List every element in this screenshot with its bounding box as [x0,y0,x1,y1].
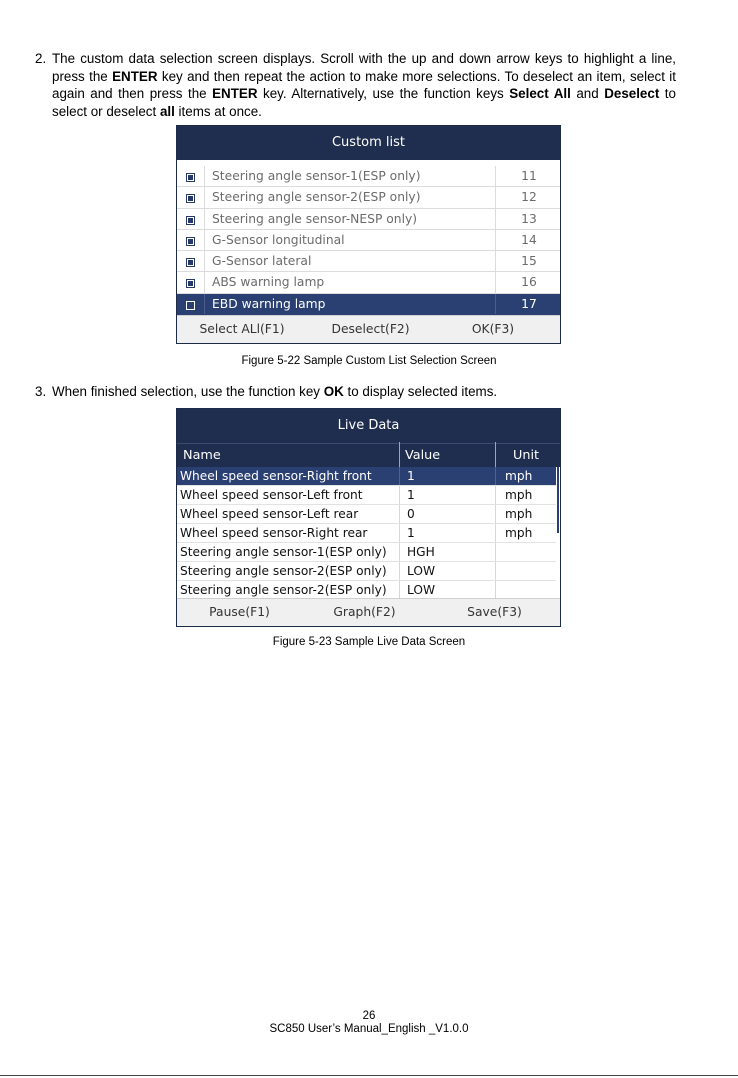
checkbox-icon [186,194,195,203]
row-name: Wheel speed sensor-Left front [180,488,363,502]
item-label: Steering angle sensor-NESP only) [212,211,418,226]
list-item[interactable] [177,294,560,315]
save-button[interactable]: Save(F3) [467,605,522,619]
table-row[interactable] [177,505,556,524]
checkbox[interactable] [177,272,205,292]
graph-button[interactable]: Graph(F2) [333,605,396,619]
custom-list [177,166,560,315]
function-bar [177,598,560,626]
list-item[interactable] [177,209,560,230]
checkbox-icon [186,216,195,225]
keyword-ok: OK [323,384,344,399]
checkbox[interactable] [177,187,205,207]
step-number: 3. [35,384,47,399]
text: key and then repeat the action to make more selections. To deselect an item, select it again and then press the [52,68,676,101]
function-bar [177,315,560,343]
deselect-button[interactable]: Deselect(F2) [331,322,410,336]
checkbox[interactable] [177,251,205,271]
row-value: 1 [407,488,415,502]
screen-title: Custom list [177,126,560,160]
item-index: 17 [495,294,562,314]
table-row[interactable] [177,486,556,505]
step-3-paragraph [35,383,676,401]
row-name: Steering angle sensor-2(ESP only) [180,583,387,597]
checkbox-icon [186,237,195,246]
item-index: 12 [495,187,562,207]
table-row[interactable] [177,467,556,486]
item-index: 14 [495,230,562,250]
item-label: Steering angle sensor-2(ESP only) [212,190,421,205]
page-bottom-rule [0,1075,738,1076]
keyword-all: all [159,103,175,119]
item-label: ABS warning lamp [212,275,325,290]
text: to display selected items. [343,384,498,399]
text: and [570,86,605,101]
keyword-select-all: Select All [509,86,571,101]
checkbox[interactable] [177,230,205,250]
scrollbar[interactable] [557,467,559,533]
item-index: 16 [495,272,562,292]
page-number: 26 [362,1010,376,1022]
step-number: 2. [35,51,47,66]
row-unit: mph [505,526,533,540]
figure-caption: Figure 5-23 Sample Live Data Screen [272,636,466,648]
item-label: G-Sensor longitudinal [212,232,345,247]
list-item[interactable] [177,230,560,251]
checkbox[interactable] [177,166,205,186]
list-item[interactable] [177,166,560,187]
text: When finished selection, use the function key [52,384,324,399]
checkbox-icon [186,279,195,288]
keyword-deselect: Deselect [604,86,660,101]
select-all-button[interactable]: Select ALl(F1) [199,322,285,336]
row-value: 0 [407,507,415,521]
text: key. Alternatively, use the function keys [257,86,510,101]
row-name: Wheel speed sensor-Right front [180,469,372,483]
row-name: Steering angle sensor-1(ESP only) [180,545,387,559]
list-item[interactable] [177,187,560,208]
item-index: 11 [495,166,562,186]
column-name: Name [183,448,221,463]
checkbox-icon [186,301,195,310]
live-data-table [177,467,560,600]
table-row[interactable] [177,524,556,543]
row-name: Wheel speed sensor-Left rear [180,507,359,521]
table-row[interactable] [177,562,556,581]
row-value: 1 [407,526,415,540]
pause-button[interactable]: Pause(F1) [209,605,270,619]
screen-title: Live Data [177,409,560,443]
checkbox[interactable] [177,294,205,314]
item-label: G-Sensor lateral [212,254,312,269]
column-value: Value [405,448,441,463]
keyword-enter: ENTER [112,68,158,84]
table-header [177,443,560,467]
row-value: HGH [407,545,435,559]
live-data-screen [176,408,561,627]
row-unit: mph [505,507,533,521]
figure-caption: Figure 5-22 Sample Custom List Selection Screen [241,355,497,367]
text: to select or deselect [52,86,676,119]
checkbox-icon [186,173,195,182]
checkbox[interactable] [177,209,205,229]
ok-button[interactable]: OK(F3) [471,322,515,336]
row-name: Wheel speed sensor-Right rear [180,526,368,540]
custom-list-screen [176,125,561,344]
item-index: 13 [495,209,562,229]
item-index: 15 [495,251,562,271]
row-value: LOW [407,564,435,578]
list-item[interactable] [177,251,560,272]
table-row[interactable] [177,543,556,562]
step-2-paragraph [35,50,676,120]
text: The custom data selection screen displays. Scroll with the up and down arrow keys to highlight a line, press the [52,51,676,84]
document-footer: SC850 User’s Manual_English _V1.0.0 [269,1023,469,1035]
list-item[interactable] [177,272,560,293]
row-unit: mph [505,469,533,483]
text: items at once. [174,103,262,119]
row-value: LOW [407,583,435,597]
column-unit: Unit [513,448,540,463]
item-label: Steering angle sensor-1(ESP only) [212,169,421,183]
row-value: 1 [407,469,415,483]
checkbox-icon [186,258,195,267]
row-name: Steering angle sensor-2(ESP only) [180,564,387,578]
item-label: EBD warning lamp [212,296,326,311]
row-unit: mph [505,488,533,502]
keyword-enter: ENTER [212,86,258,101]
